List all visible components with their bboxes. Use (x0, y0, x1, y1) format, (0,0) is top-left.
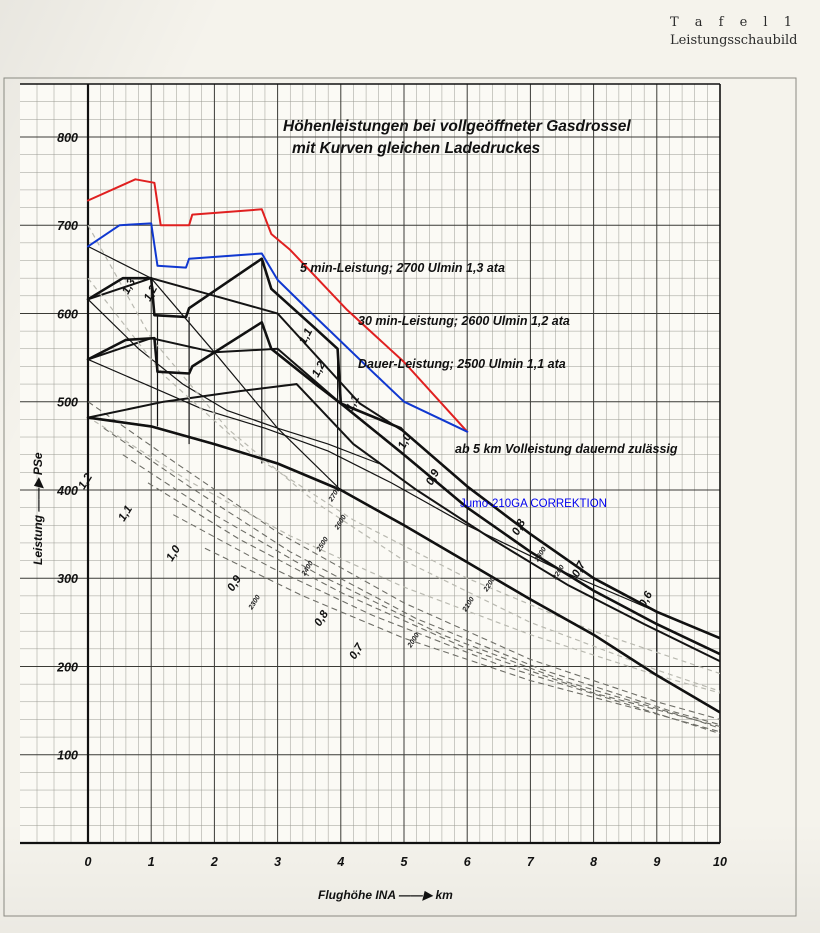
chart-subtitle: mit Kurven gleichen Ladedruckes (292, 140, 541, 157)
y-tick-800: 800 (57, 130, 78, 145)
x-tick-3: 3 (274, 855, 282, 869)
boost-label-line-0-6: 0,6 (637, 589, 656, 610)
boost-label-line-0-9: 0,9 (424, 467, 443, 488)
x-tick-5: 5 (400, 855, 408, 869)
chart-title: Höhenleistungen bei vollgeöffneter Gasdrossel (283, 118, 631, 135)
rpm-label-1: 2600 (333, 514, 348, 532)
y-tick-200: 200 (57, 660, 78, 675)
boost-label-0-7: 0,7 (347, 641, 367, 662)
annotation-dauer: Dauer-Leistung; 2500 Ulmin 1,1 ata (358, 357, 566, 371)
rpm-label-3: 2400 (300, 560, 315, 578)
x-axis-title: Flughöhe INA ——▶ km (318, 888, 453, 902)
y-axis-title: Leistung ——▶ PSe (31, 452, 45, 565)
x-tick-4: 4 (337, 855, 345, 869)
boost-label-0-9: 0,9 (225, 573, 245, 594)
rpm-label-5: 2200 (482, 576, 497, 594)
boost-label-line-1-2: 1,2 (142, 283, 161, 304)
boost-label-0-8: 0,8 (312, 608, 332, 629)
boost-label-line-1-3: 1,3 (120, 276, 139, 297)
boost-label-line-0-8: 0,8 (510, 517, 529, 538)
rpm-label-9: 2200 (551, 564, 566, 582)
y-tick-500: 500 (57, 395, 78, 410)
rpm-label-0: 2700 (327, 486, 342, 504)
sheet-header-line2: Leistungsschaubild (669, 32, 798, 48)
y-tick-700: 700 (57, 219, 78, 234)
rpm-label-2: 2500 (315, 536, 330, 554)
x-tick-0: 0 (84, 855, 92, 869)
plot-background (20, 84, 720, 843)
rpm-label-8: 2300 (533, 546, 548, 564)
x-tick-10: 10 (713, 855, 727, 869)
rpm-label-4: 2300 (247, 594, 262, 612)
annotation-30min: 30 min-Leistung; 2600 Ulmin 1,2 ata (358, 314, 570, 328)
annotation-correction: Jumo-210GA CORREKTION (460, 498, 607, 510)
rpm-label-7: 2000 (406, 632, 421, 650)
boost-label-1-0: 1,0 (164, 543, 184, 564)
x-tick-7: 7 (526, 855, 534, 869)
x-tick-8: 8 (590, 855, 598, 869)
x-tick-1: 1 (147, 855, 155, 869)
annotation-5km: ab 5 km Volleistung dauernd zulässig (455, 442, 678, 456)
sheet-header-line1: T a f e l 1 (669, 15, 798, 30)
x-tick-labels (85, 855, 727, 869)
annotation-5min: 5 min-Leistung; 2700 Ulmin 1,3 ata (300, 261, 505, 275)
x-tick-2: 2 (210, 855, 218, 869)
boost-label-line-1-1: 1,1 (297, 326, 316, 347)
y-tick-300: 300 (57, 572, 78, 587)
rpm-label-6: 2100 (461, 596, 476, 614)
boost-label-1-2: 1,2 (76, 471, 96, 492)
y-tick-600: 600 (57, 307, 78, 322)
boost-label-line-1-1: 1,1 (344, 393, 363, 414)
y-tick-100: 100 (57, 748, 78, 763)
y-tick-400: 400 (57, 483, 78, 498)
boost-label-line-0-7: 0,7 (570, 559, 589, 580)
boost-label-line-1-0: 1,0 (396, 431, 415, 452)
x-tick-6: 6 (463, 855, 471, 869)
x-tick-9: 9 (653, 855, 661, 869)
boost-label-1-1: 1,1 (116, 503, 136, 524)
boost-label-line-1-2: 1,2 (310, 359, 329, 380)
